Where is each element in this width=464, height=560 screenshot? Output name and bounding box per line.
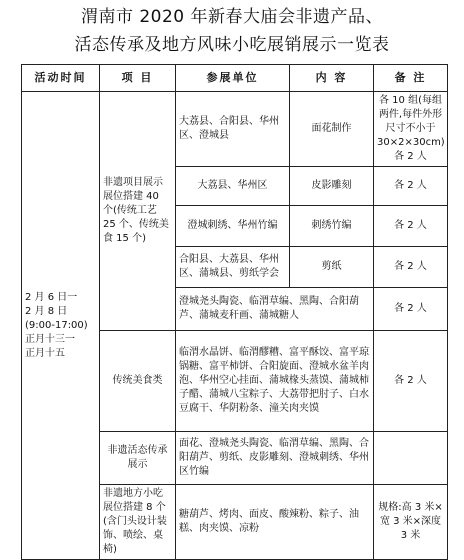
time-line-2: 2 月 8 日 — [25, 305, 68, 317]
note-cell: 规格:高 3 米×宽 3 米×深度 3 米 — [374, 485, 448, 560]
note-cell: 各 10 组(每组两件,每件外形尺寸不小于 30×2×30cm)各 2 人 — [374, 92, 448, 167]
unit-cell: 大荔县、华州区 — [176, 167, 290, 206]
time-line-4: 正月十三一 — [25, 333, 75, 345]
schedule-table — [21, 64, 448, 560]
content-cell: 剪纸 — [290, 247, 374, 288]
time-line-5: 正月十五 — [25, 347, 65, 359]
header-unit: 参展单位 — [176, 65, 290, 92]
header-content: 内 容 — [290, 65, 374, 92]
activity-time-cell — [22, 92, 100, 560]
project-cell-traditional-food: 传统美食类 — [100, 331, 176, 432]
content-cell: 刺绣竹编 — [290, 206, 374, 247]
project-cell-heritage-booths: 非遗项目展示展位搭建 40 个(传统工艺 25 个、传统美食 15 个) — [100, 92, 176, 331]
time-line-1: 2 月 6 日一 — [25, 291, 78, 303]
document-title-line-1: 渭南市 2020 年新春大庙会非遗产品、 — [80, 7, 384, 27]
unit-cell: 合阳县、大荔县、华州区、蒲城县、剪纸学会 — [176, 247, 290, 288]
header-note: 备 注 — [374, 65, 448, 92]
note-cell: 各 2 人 — [374, 247, 448, 288]
time-line-3: (9:00-17:00) — [25, 319, 88, 331]
note-cell: 各 2 人 — [374, 288, 448, 331]
content-cell: 面花制作 — [290, 92, 374, 167]
header-time: 活动时间 — [22, 65, 100, 92]
unit-cell: 临渭水晶饼、临渭醪糟、富平酥饺、富平琼锅糖、富平柿饼、合阳旋面、澄城水盆羊肉泡、华州空心挂面、蒲城椽头蒸馍、蒲城柿子醋、蒲城八宝粽子、大荔带把肘子、白水豆腐干、华阴粉条、潼关肉夹馍 — [176, 331, 374, 432]
document-title-line-2: 活态传承及地方风味小吃展销展示一览表 — [74, 35, 390, 55]
note-cell — [374, 432, 448, 485]
header-project: 项 目 — [100, 65, 176, 92]
unit-cell: 糖葫芦、烤肉、面皮、酸辣粉、粽子、油糕、肉夹馍、凉粉 — [176, 485, 374, 560]
unit-cell: 大荔县、合阳县、华州区、澄城县 — [176, 92, 290, 167]
unit-cell: 澄城刺绣、华州竹编 — [176, 206, 290, 247]
unit-cell: 澄城尧头陶瓷、临渭草编、黑陶、合阳葫芦、蒲城麦秆画、蒲城糖人 — [176, 288, 374, 331]
unit-cell: 面花、澄城尧头陶瓷、临渭草编、黑陶、合阳葫芦、剪纸、皮影雕刻、澄城刺绣、华州区竹编 — [176, 432, 374, 485]
content-cell: 皮影雕刻 — [290, 167, 374, 206]
project-cell-live-heritage: 非遗活态传承展示 — [100, 432, 176, 485]
note-cell: 各 2 人 — [374, 167, 448, 206]
table-header-row — [22, 65, 448, 92]
note-cell: 各 2 人 — [374, 206, 448, 247]
note-cell: 各 2 人 — [374, 331, 448, 432]
table-row — [22, 92, 448, 167]
project-cell-snack-booths: 非遗地方小吃展位搭建 8 个(含门头设计装饰、喷绘、桌椅) — [100, 485, 176, 560]
